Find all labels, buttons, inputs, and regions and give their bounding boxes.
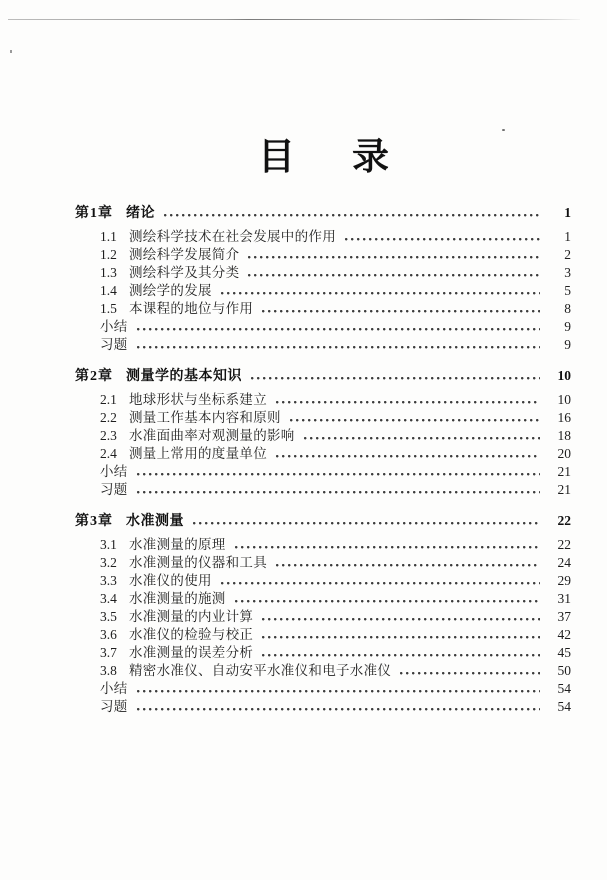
leader-dots	[193, 521, 540, 525]
leader-dots	[262, 617, 540, 621]
toc	[75, 204, 571, 716]
toc-section-row	[100, 228, 571, 246]
leader-dots	[137, 327, 540, 331]
toc-section-row	[100, 644, 571, 662]
page-title	[20, 126, 607, 180]
page-number: 16	[557, 410, 571, 425]
leader-dots	[276, 563, 540, 567]
page-number: 1	[564, 229, 571, 244]
entry-title: 水准测量的施测	[129, 591, 226, 606]
toc-section-row	[100, 427, 571, 445]
section-number: 3.8	[100, 663, 117, 678]
page-number: 5	[564, 283, 571, 298]
leader-dots	[137, 345, 540, 349]
page-number: 10	[557, 368, 571, 383]
leader-dots	[262, 653, 540, 657]
entry-title: 测绘学的发展	[129, 283, 212, 298]
page-number: 31	[557, 591, 571, 606]
section-number: 3.7	[100, 645, 117, 660]
entry-title: 测量工作基本内容和原则	[129, 410, 281, 425]
leader-dots	[221, 581, 540, 585]
toc-extra-row	[100, 336, 571, 354]
toc-section-row	[100, 300, 571, 318]
section-number: 3.2	[100, 555, 117, 570]
page-number: 10	[557, 392, 571, 407]
page-number: 1	[564, 205, 571, 220]
page-number: 45	[557, 645, 571, 660]
leader-dots	[221, 291, 540, 295]
toc-section-row	[100, 445, 571, 463]
toc-section-row	[100, 662, 571, 680]
page-number: 21	[557, 464, 571, 479]
entry-title: 小结	[100, 681, 128, 696]
entry-title: 水准仪的检验与校正	[129, 627, 254, 642]
section-number: 3.5	[100, 609, 117, 624]
page-title-char: 目	[258, 137, 295, 178]
toc-extra-row	[100, 318, 571, 336]
toc-section-row	[100, 536, 571, 554]
section-number: 2.2	[100, 410, 117, 425]
page-number: 37	[557, 609, 571, 624]
toc-chapter-row	[75, 367, 571, 386]
leader-dots	[276, 454, 540, 458]
leader-dots	[290, 418, 540, 422]
chapter-label: 第2章	[75, 369, 113, 384]
page-number: 54	[557, 699, 571, 714]
page-number: 22	[557, 537, 571, 552]
leader-dots	[251, 376, 540, 380]
toc-chapter-row	[75, 512, 571, 531]
toc-section-row	[100, 590, 571, 608]
section-number: 1.1	[100, 229, 117, 244]
section-number: 1.5	[100, 301, 117, 316]
entry-title: 小结	[100, 319, 128, 334]
leader-dots	[248, 273, 540, 277]
chapter-title: 绪论	[126, 206, 155, 221]
entry-title: 水准仪的使用	[129, 573, 212, 588]
section-number: 2.1	[100, 392, 117, 407]
chapter-label: 第1章	[75, 206, 113, 221]
page-number: 42	[557, 627, 571, 642]
entry-title: 测绘科学发展简介	[129, 247, 240, 262]
entry-title: 水准测量的原理	[129, 537, 226, 552]
chapter-title: 水准测量	[126, 514, 184, 529]
section-number: 1.4	[100, 283, 117, 298]
page-number: 29	[557, 573, 571, 588]
chapter-title: 测量学的基本知识	[126, 369, 242, 384]
page-number: 3	[564, 265, 571, 280]
leader-dots	[248, 255, 540, 259]
leader-dots	[164, 213, 540, 217]
toc-section-row	[100, 572, 571, 590]
section-number: 1.3	[100, 265, 117, 280]
toc-extra-row	[100, 481, 571, 499]
entry-title: 习题	[100, 699, 128, 714]
toc-section-row	[100, 554, 571, 572]
entry-title: 习题	[100, 482, 128, 497]
entry-title: 水准测量的误差分析	[129, 645, 254, 660]
chapter-label: 第3章	[75, 514, 113, 529]
page-number: 18	[557, 428, 571, 443]
toc-section-row	[100, 626, 571, 644]
toc-section-row	[100, 608, 571, 626]
page-title-char: 录	[352, 137, 389, 178]
page-number: 8	[564, 301, 571, 316]
leader-dots	[137, 707, 540, 711]
entry-title: 地球形状与坐标系建立	[129, 392, 267, 407]
page-number: 54	[557, 681, 571, 696]
leader-dots	[276, 400, 540, 404]
toc-chapter-row	[75, 204, 571, 223]
page-number: 2	[564, 247, 571, 262]
page-number: 9	[564, 319, 571, 334]
scan-speck	[10, 50, 12, 53]
leader-dots	[235, 545, 540, 549]
page-number: 9	[564, 337, 571, 352]
leader-dots	[304, 436, 540, 440]
toc-section-row	[100, 264, 571, 282]
toc-extra-row	[100, 680, 571, 698]
leader-dots	[345, 237, 540, 241]
entry-title: 小结	[100, 464, 128, 479]
toc-extra-row	[100, 463, 571, 481]
scan-artifact-line	[8, 19, 580, 20]
entry-title: 测绘科学及其分类	[129, 265, 240, 280]
toc-section-row	[100, 409, 571, 427]
leader-dots	[137, 490, 540, 494]
entry-title: 习题	[100, 337, 128, 352]
entry-title: 水准测量的内业计算	[129, 609, 254, 624]
page-number: 50	[557, 663, 571, 678]
entry-title: 测绘科学技术在社会发展中的作用	[129, 229, 336, 244]
leader-dots	[262, 635, 540, 639]
leader-dots	[262, 309, 540, 313]
section-number: 3.6	[100, 627, 117, 642]
section-number: 1.2	[100, 247, 117, 262]
toc-section-row	[100, 282, 571, 300]
entry-title: 精密水准仪、自动安平水准仪和电子水准仪	[129, 663, 392, 678]
leader-dots	[235, 599, 540, 603]
page-number: 21	[557, 482, 571, 497]
section-number: 2.4	[100, 446, 117, 461]
page-number: 20	[557, 446, 571, 461]
toc-section-row	[100, 246, 571, 264]
entry-title: 本课程的地位与作用	[129, 301, 254, 316]
section-number: 2.3	[100, 428, 117, 443]
section-number: 3.4	[100, 591, 117, 606]
leader-dots	[137, 472, 540, 476]
page-number: 24	[557, 555, 571, 570]
section-number: 3.1	[100, 537, 117, 552]
toc-section-row	[100, 391, 571, 409]
toc-extra-row	[100, 698, 571, 716]
page-number: 22	[557, 513, 571, 528]
leader-dots	[137, 689, 540, 693]
entry-title: 水准测量的仪器和工具	[129, 555, 267, 570]
section-number: 3.3	[100, 573, 117, 588]
entry-title: 水准面曲率对观测量的影响	[129, 428, 295, 443]
leader-dots	[400, 671, 540, 675]
entry-title: 测量上常用的度量单位	[129, 446, 267, 461]
